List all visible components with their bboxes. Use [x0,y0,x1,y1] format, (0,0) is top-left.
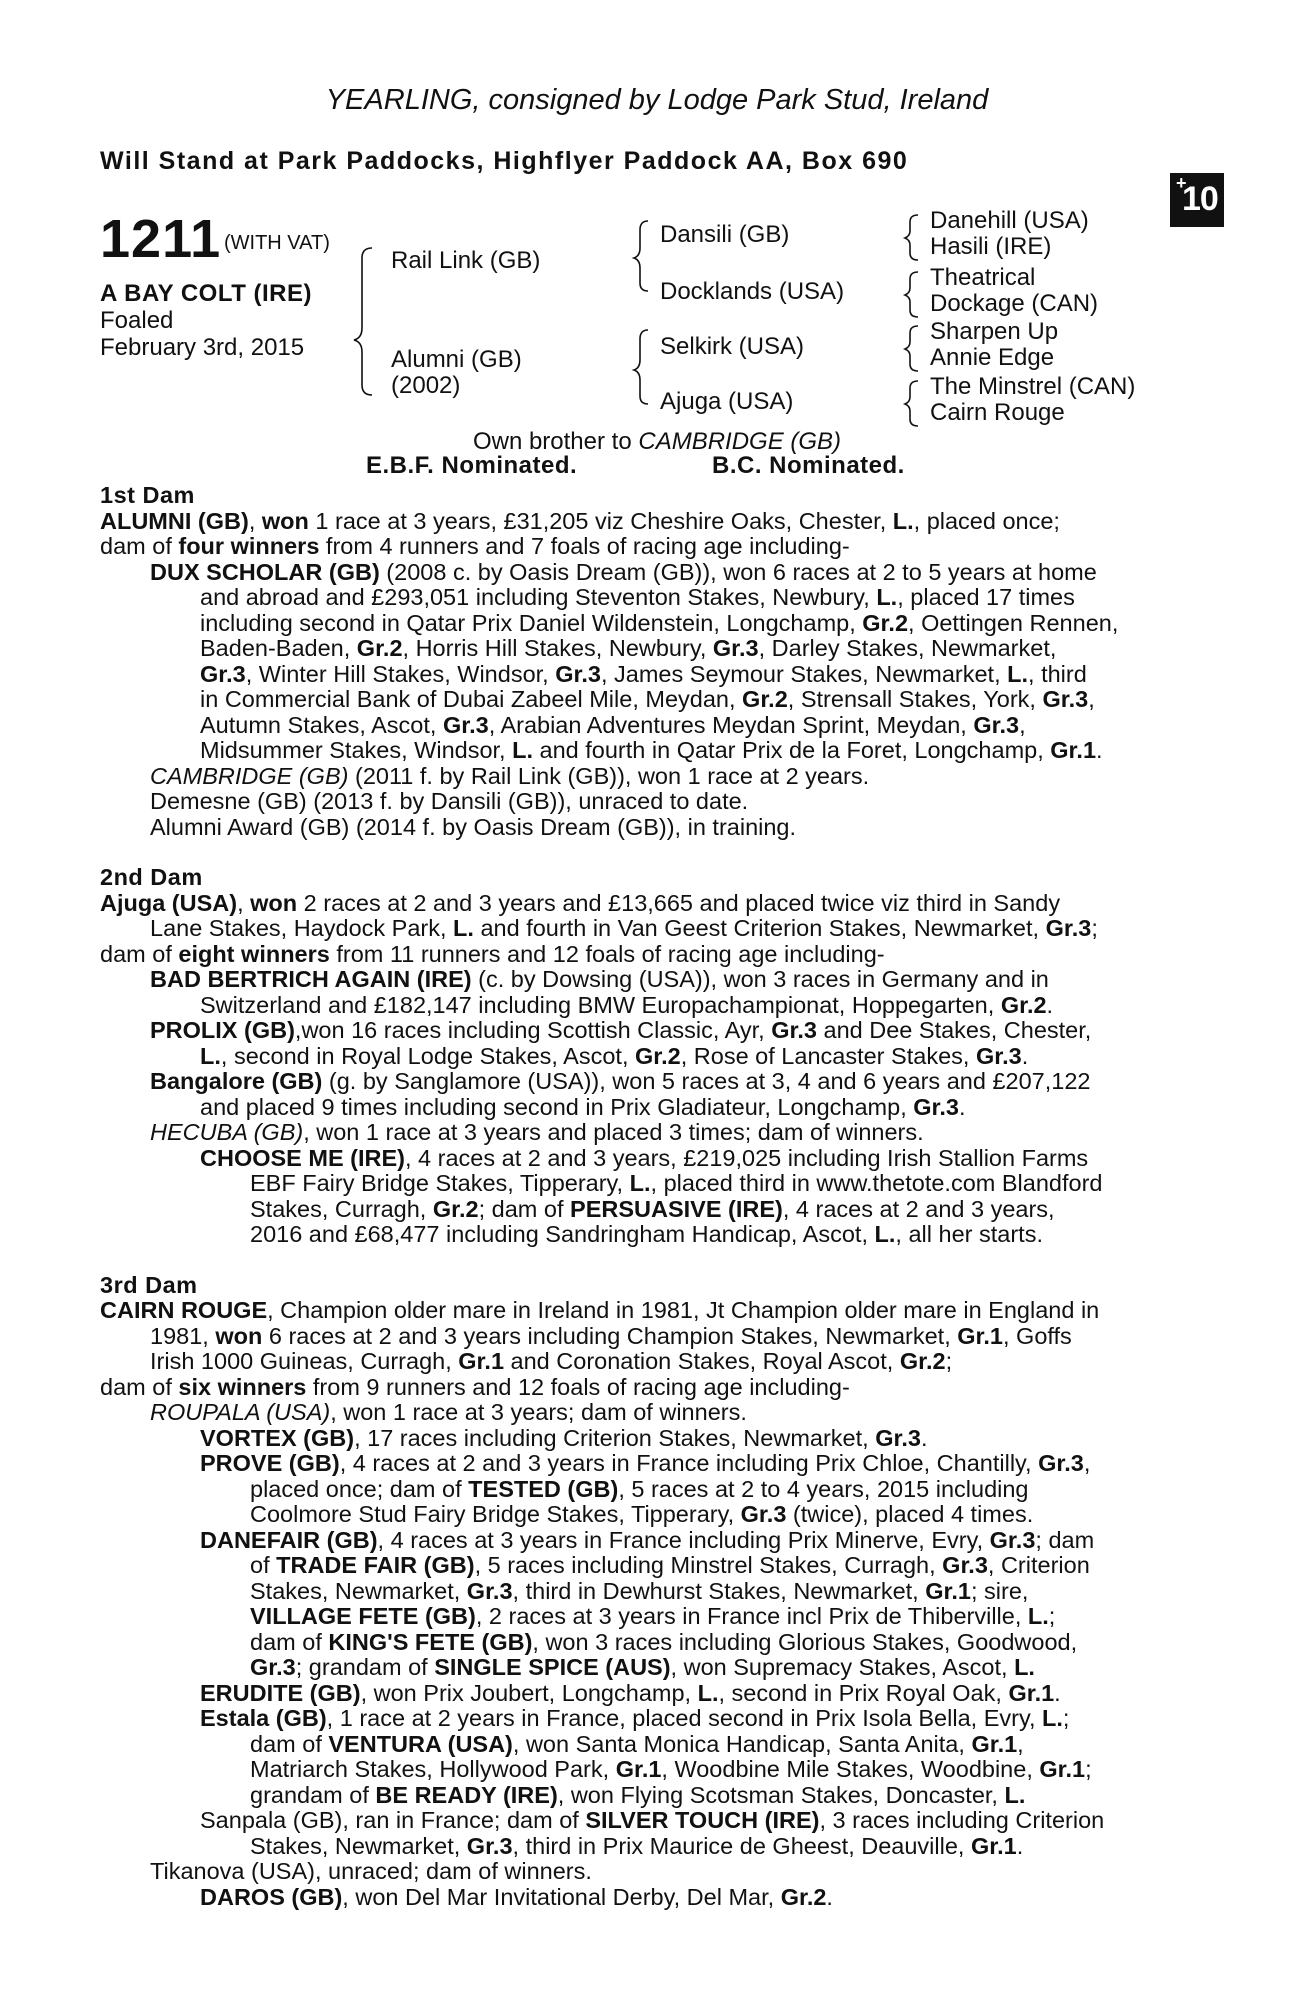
gen3-1: Danehill (USA) [930,207,1089,234]
bangalore-line1: Bangalore (GB) (g. by Sanglamore (USA)), won 5 races at 3, 4 and 6 years and £207,122 [150,1068,1091,1094]
second-dam-record-line2: Lane Stakes, Haydock Park, L. and fourth in Van Geest Criterion Stakes, Newmarket, Gr.3; [150,915,1098,941]
choose-me-line1: CHOOSE ME (IRE), 4 races at 2 and 3 years, £219,025 including Irish Stallion Farms [200,1144,1089,1171]
badge-plus: + [1176,173,1187,193]
sire-sire: Dansili (GB) [660,221,790,248]
dux-scholar-line1: DUX SCHOLAR (GB) (2008 c. by Oasis Dream (GB)), won 6 races at 2 to 5 years at home [150,558,1097,585]
sire-dam: Docklands (USA) [660,278,845,305]
dam: Alumni (GB) [391,346,522,373]
daros-entry: DAROS (GB), won Del Mar Invitational Derby, Del Mar, Gr.2. [200,1883,833,1910]
gen3-5: Sharpen Up [930,318,1059,345]
demesne-entry: Demesne (GB) (2013 f. by Dansili (GB)), unraced to date. [150,788,749,814]
prove-line1: PROVE (GB), 4 races at 2 and 3 years in France including Prix Chloe, Chantilly, Gr.3, [200,1450,1091,1476]
sanpala-line2: Stakes, Newmarket, Gr.3, third in Prix Maurice de Gheest, Deauville, Gr.1. [250,1832,1024,1859]
bad-bertrich-line2: Switzerland and £182,147 including BMW Europachampionat, Hoppegarten, Gr.2. [200,991,1054,1018]
cambridge-entry: CAMBRIDGE (GB) (2011 f. by Rail Link (GB)), won 1 race at 2 years. [150,762,870,789]
estala-line1: Estala (GB), 1 race at 2 years in France, placed second in Prix Isola Bella, Evry, L.; [200,1705,1070,1731]
choose-me-line4: 2016 and £68,477 including Sandringham Handicap, Ascot, L., all her starts. [250,1221,1043,1247]
gen3-8: Cairn Rouge [930,399,1065,426]
gen3-6: Annie Edge [930,344,1055,371]
prove-line3: Coolmore Stud Fairy Bridge Stakes, Tipperary, Gr.3 (twice), placed 4 times. [250,1501,1034,1527]
gen3-3: Theatrical [930,264,1036,291]
hecuba-entry: HECUBA (GB), won 1 race at 3 years and placed 3 times; dam of winners. [150,1119,924,1145]
dux-scholar-line5: Gr.3, Winter Hill Stakes, Windsor, Gr.3, James Seymour Stakes, Newmarket, L., third [200,660,1087,687]
dam-dam: Ajuga (USA) [660,388,794,415]
gen3-4: Dockage (CAN) [930,290,1099,317]
dux-scholar-line6: in Commercial Bank of Dubai Zabeel Mile, Meydan, Gr.2, Strensall Stakes, York, Gr.3, [200,686,1095,712]
prolix-line2: L., second in Royal Lodge Stakes, Ascot, Gr.2, Rose of Lancaster Stakes, Gr.3. [200,1042,1029,1069]
foaled-date: February 3rd, 2015 [100,334,305,361]
foaled-label: Foaled [100,307,174,334]
second-dam-winners: dam of eight winners from 11 runners and 12 foals of racing age including- [100,940,885,967]
third-dam-record-line2: 1981, won 6 races at 2 and 3 years including Champion Stakes, Newmarket, Gr.1, Goffs [150,1322,1072,1349]
tikanova-entry: Tikanova (USA), unraced; dam of winners. [150,1858,592,1884]
lot-number: 1211 [100,209,222,269]
bc-nominated: B.C. Nominated. [712,452,905,479]
dux-scholar-line8: Midsummer Stakes, Windsor, L. and fourth in Qatar Prix de la Foret, Longchamp, Gr.1. [200,737,1103,763]
first-dam-record: ALUMNI (GB), won 1 race at 3 years, £31,205 viz Cheshire Oaks, Chester, L., placed once; [100,507,1060,534]
danefair-line3: Stakes, Newmarket, Gr.3, third in Dewhurst Stakes, Newmarket, Gr.1; sire, [250,1577,1029,1604]
second-dam-heading: 2nd Dam [100,864,203,890]
danefair-line6: Gr.3; grandam of SINGLE SPICE (AUS), won Supremacy Stakes, Ascot, L. [250,1654,1035,1680]
sanpala-line1: Sanpala (GB), ran in France; dam of SILVER TOUCH (IRE), 3 races including Criterion [200,1807,1105,1833]
roupala-entry: ROUPALA (USA), won 1 race at 3 years; dam of winners. [150,1399,747,1425]
own-brother-note: Own brother to CAMBRIDGE (GB) [472,428,842,455]
dux-scholar-line7: Autumn Stakes, Ascot, Gr.3, Arabian Adventures Meydan Sprint, Meydan, Gr.3, [200,711,1026,738]
third-dam-heading: 3rd Dam [100,1271,198,1298]
sire: Rail Link (GB) [391,247,541,274]
badge-number: 10 [1182,180,1218,218]
stand-location: Will Stand at Park Paddocks, Highflyer Paddock AA, Box 690 [100,147,909,175]
first-dam-winners: dam of four winners from 4 runners and 7 foals of racing age including- [100,533,850,559]
bad-bertrich-line1: BAD BERTRICH AGAIN (IRE) (c. by Dowsing (USA)), won 3 races in Germany and in [150,966,1049,992]
dux-scholar-line3: including second in Qatar Prix Daniel Wildenstein, Longchamp, Gr.2, Oettingen Rennen, [200,609,1119,636]
estala-line3: Matriarch Stakes, Hollywood Park, Gr.1, Woodbine Mile Stakes, Woodbine, Gr.1; [250,1756,1092,1782]
danefair-line4: VILLAGE FETE (GB), 2 races at 3 years in France incl Prix de Thiberville, L.; [250,1603,1056,1629]
choose-me-line2: EBF Fairy Bridge Stakes, Tipperary, L., placed third in www.thetote.com Blandford [250,1170,1103,1196]
danefair-line2: of TRADE FAIR (GB), 5 races including Minstrel Stakes, Curragh, Gr.3, Criterion [250,1552,1090,1578]
danefair-line1: DANEFAIR (GB), 4 races at 3 years in France including Prix Minerve, Evry, Gr.3; dam [200,1526,1095,1553]
choose-me-line3: Stakes, Curragh, Gr.2; dam of PERSUASIVE (IRE), 4 races at 2 and 3 years, [250,1195,1055,1222]
estala-line4: grandam of BE READY (IRE), won Flying Scotsman Stakes, Doncaster, L. [250,1781,1026,1808]
dux-scholar-line4: Baden-Baden, Gr.2, Horris Hill Stakes, Newbury, Gr.3, Darley Stakes, Newmarket, [200,635,1057,661]
gen3-7: The Minstrel (CAN) [930,373,1136,400]
horse-description: A BAY COLT (IRE) [100,280,313,307]
dux-scholar-line2: and abroad and £293,051 including Steventon Stakes, Newbury, L., placed 17 times [200,584,1075,610]
dam-year: (2002) [391,372,461,399]
produce-record [100,483,1206,1910]
consignor-line: YEARLING, consigned by Lodge Park Stud, Ireland [325,84,989,116]
prove-line2: placed once; dam of TESTED (GB), 5 races at 2 to 4 years, 2015 including [250,1475,1029,1502]
danefair-line5: dam of KING'S FETE (GB), won 3 races including Glorious Stakes, Goodwood, [250,1628,1078,1655]
vortex-entry: VORTEX (GB), 17 races including Criterion Stakes, Newmarket, Gr.3. [200,1424,928,1451]
third-dam-record-line1: CAIRN ROUGE, Champion older mare in Ireland in 1981, Jt Champion older mare in England in [100,1297,1100,1323]
bangalore-line2: and placed 9 times including second in Prix Gladiateur, Longchamp, Gr.3. [200,1093,966,1120]
alumni-award-entry: Alumni Award (GB) (2014 f. by Oasis Dream (GB)), in training. [150,813,797,840]
vat-note: (WITH VAT) [224,232,330,254]
erudite-entry: ERUDITE (GB), won Prix Joubert, Longchamp, L., second in Prix Royal Oak, Gr.1. [200,1679,1061,1706]
prolix-line1: PROLIX (GB),won 16 races including Scottish Classic, Ayr, Gr.3 and Dee Stakes, Chester, [150,1017,1092,1043]
ebf-nominated: E.B.F. Nominated. [366,452,578,479]
second-dam-record-line1: Ajuga (USA), won 2 races at 2 and 3 years and £13,665 and placed twice viz third in Sandy [100,889,1061,916]
estala-line2: dam of VENTURA (USA), won Santa Monica Handicap, Santa Anita, Gr.1, [250,1730,1024,1757]
first-dam-heading: 1st Dam [100,482,195,508]
third-dam-record-line3: Irish 1000 Guineas, Curragh, Gr.1 and Coronation Stakes, Royal Ascot, Gr.2; [150,1348,953,1374]
third-dam-winners: dam of six winners from 9 runners and 12 foals of racing age including- [100,1373,850,1400]
dam-sire: Selkirk (USA) [660,333,805,360]
gen3-2: Hasili (IRE) [930,233,1052,260]
